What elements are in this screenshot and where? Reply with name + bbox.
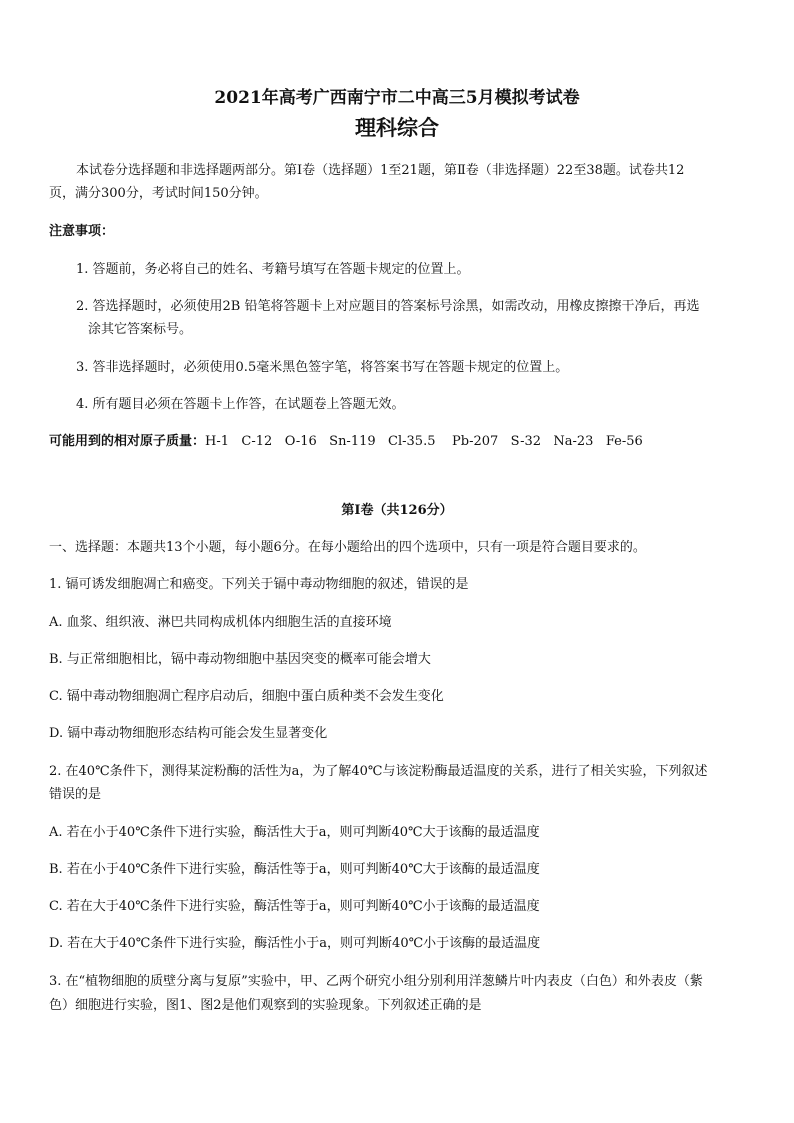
question-option: C. 若在大于40℃条件下进行实验，酶活性等于a，则可判断40℃小于该酶的最适温度 bbox=[49, 899, 540, 914]
intro-line: 本试卷分选择题和非选择题两部分。第Ⅰ卷（选择题）1至21题，第Ⅱ卷（非选择题）22至38题。试卷共12 bbox=[76, 163, 685, 178]
question-option: A. 若在小于40℃条件下进行实验，酶活性大于a，则可判断40℃大于该酶的最适温度 bbox=[49, 825, 540, 840]
question-option: A. 血浆、组织液、淋巴共同构成机体内细胞生活的直接环境 bbox=[49, 615, 392, 630]
notice-item: 1. 答题前，务必将自己的姓名、考籍号填写在答题卡规定的位置上。 bbox=[76, 262, 470, 277]
question-option: B. 若在小于40℃条件下进行实验，酶活性等于a，则可判断40℃大于该酶的最适温度 bbox=[49, 862, 540, 877]
question-stem: 1. 镉可诱发细胞凋亡和癌变。下列关于镉中毒动物细胞的叙述，错误的是 bbox=[49, 577, 469, 592]
question-stem: 3. 在“植物细胞的质壁分离与复原”实验中，甲、乙两个研究小组分别利用洋葱鳞片叶内表皮（白色）和外表皮（紫 bbox=[49, 974, 703, 989]
section-title: 第Ⅰ卷（共126分） bbox=[341, 503, 453, 518]
notice-item: 3. 答非选择题时，必须使用0.5毫米黑色签字笔，将答案书写在答题卡规定的位置上。 bbox=[76, 360, 569, 375]
question-option: C. 镉中毒动物细胞凋亡程序启动后，细胞中蛋白质种类不会发生变化 bbox=[49, 689, 444, 704]
question-stem: 色）细胞进行实验，图1、图2是他们观察到的实验现象。下列叙述正确的是 bbox=[49, 998, 482, 1013]
notice-item: 2. 答选择题时，必须使用2B 铅笔将答题卡上对应题目的答案标号涂黑，如需改动，用橡皮擦擦干净后，再选 bbox=[76, 299, 700, 314]
notice-item: 4. 所有题目必须在答题卡上作答，在试题卷上答题无效。 bbox=[76, 397, 405, 412]
section-intro: 一、选择题：本题共13个小题，每小题6分。在每小题给出的四个选项中，只有一项是符合题目要求的。 bbox=[49, 540, 646, 555]
masses-values: H-1 C-12 O-16 Sn-119 Cl-35.5 Pb-207 S-32 Na-23 Fe-56 bbox=[205, 434, 643, 449]
intro-line: 页，满分300分，考试时间150分钟。 bbox=[49, 186, 268, 201]
question-option: D. 若在大于40℃条件下进行实验，酶活性小于a，则可判断40℃小于该酶的最适温度 bbox=[49, 936, 541, 951]
question-option: D. 镉中毒动物细胞形态结构可能会发生显著变化 bbox=[49, 726, 328, 741]
question-stem: 2. 在40℃条件下，测得某淀粉酶的活性为a，为了解40℃与该淀粉酶最适温度的关系，进行了相关实验，下列叙述 bbox=[49, 764, 708, 779]
notice-heading: 注意事项： bbox=[49, 224, 115, 239]
question-option: B. 与正常细胞相比，镉中毒动物细胞中基因突变的概率可能会增大 bbox=[49, 652, 431, 667]
page-subtitle: 理科综合 bbox=[355, 115, 439, 140]
atomic-masses bbox=[49, 434, 748, 450]
masses-label: 可能用到的相对原子质量： bbox=[49, 434, 206, 449]
notice-item-cont: 涂其它答案标号。 bbox=[88, 322, 193, 337]
page-title: 2021年高考广西南宁市二中高三5月模拟考试卷 bbox=[214, 88, 580, 108]
question-stem: 错误的是 bbox=[49, 787, 102, 802]
